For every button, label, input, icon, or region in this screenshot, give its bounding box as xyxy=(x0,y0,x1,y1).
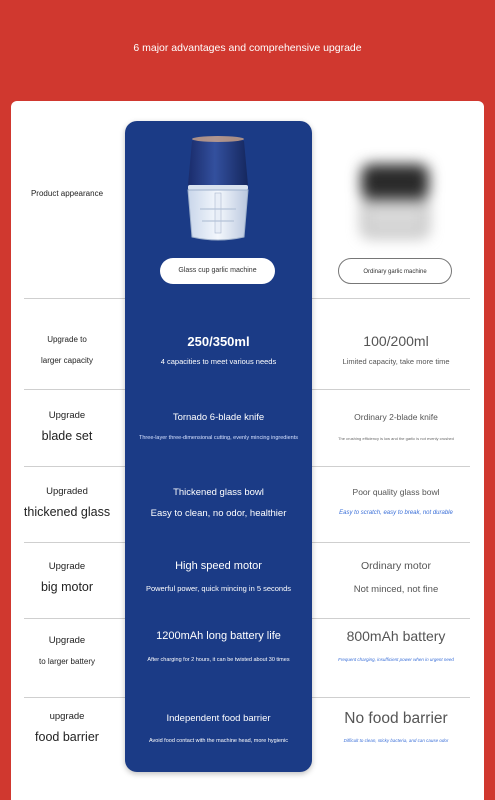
row-label-blade-1: Upgrade xyxy=(48,410,86,421)
blade-ours-sub: Three-layer three-dimensional cutting, evenly mincing ingredients xyxy=(139,435,298,441)
capacity-ours-title: 250/350ml xyxy=(187,334,250,349)
row-label-capacity-2: larger capacity xyxy=(40,356,94,365)
row-label-glass-2: thickened glass xyxy=(23,505,111,519)
capacity-ours-sub: 4 capacities to meet various needs xyxy=(160,357,277,366)
barrier-theirs-sub: Difficult to clean, sticky bacteria, and can cause odor xyxy=(343,738,449,743)
blade-theirs-title: Ordinary 2-blade knife xyxy=(354,412,438,422)
glass-ours-sub: Easy to clean, no odor, healthier xyxy=(150,508,287,519)
motor-ours-title: High speed motor xyxy=(175,560,262,572)
row-label-battery-2: to larger battery xyxy=(38,657,96,666)
row-label-motor-1: Upgrade xyxy=(48,561,86,572)
row-label-capacity-1: Upgrade to xyxy=(47,335,87,344)
motor-theirs-title: Ordinary motor xyxy=(360,560,432,572)
battery-theirs-sub: Frequent charging, insufficient power when in urgent need xyxy=(338,657,454,662)
barrier-ours-title: Independent food barrier xyxy=(166,713,271,724)
row-label-battery-1: Upgrade xyxy=(48,635,86,646)
blade-ours-title: Tornado 6-blade knife xyxy=(172,412,265,423)
battery-ours-sub: After charging for 2 hours, it can be twisted about 30 times xyxy=(147,657,290,663)
ordinary-machine-image xyxy=(355,160,435,240)
capacity-theirs-title: 100/200ml xyxy=(363,333,429,349)
garlic-machine-product-image xyxy=(178,133,258,245)
row-label-barrier-2: food barrier xyxy=(35,730,99,744)
motor-ours-sub: Powerful power, quick mincing in 5 seconds xyxy=(145,584,292,593)
barrier-ours-sub: Avoid food contact with the machine head, more hygienic xyxy=(148,738,288,744)
motor-theirs-sub: Not minced, not fine xyxy=(353,584,439,595)
glass-theirs-sub: Easy to scratch, easy to break, not durable xyxy=(339,510,453,516)
glass-ours-title: Thickened glass bowl xyxy=(173,487,264,498)
blade-theirs-sub: The crushing efficiency is low and the garlic is not evenly crushed xyxy=(338,436,454,441)
ordinary-machine-button[interactable]: Ordinary garlic machine xyxy=(338,258,452,284)
capacity-theirs-sub: Limited capacity, take more time xyxy=(342,357,450,366)
battery-ours-title: 1200mAh long battery life xyxy=(156,630,281,642)
page-title: 6 major advantages and comprehensive upgrade xyxy=(133,42,362,54)
row-label-appearance: Product appearance xyxy=(30,189,104,198)
glass-theirs-title: Poor quality glass bowl xyxy=(352,487,440,497)
glass-cup-button[interactable]: Glass cup garlic machine xyxy=(160,258,275,284)
row-label-blade-2: blade set xyxy=(41,429,93,443)
row-label-motor-2: big motor xyxy=(40,580,94,594)
battery-theirs-title: 800mAh battery xyxy=(346,628,446,644)
row-label-glass-1: Upgraded xyxy=(46,486,88,497)
barrier-theirs-title: No food barrier xyxy=(344,710,448,727)
row-label-barrier-1: upgrade xyxy=(49,711,85,722)
